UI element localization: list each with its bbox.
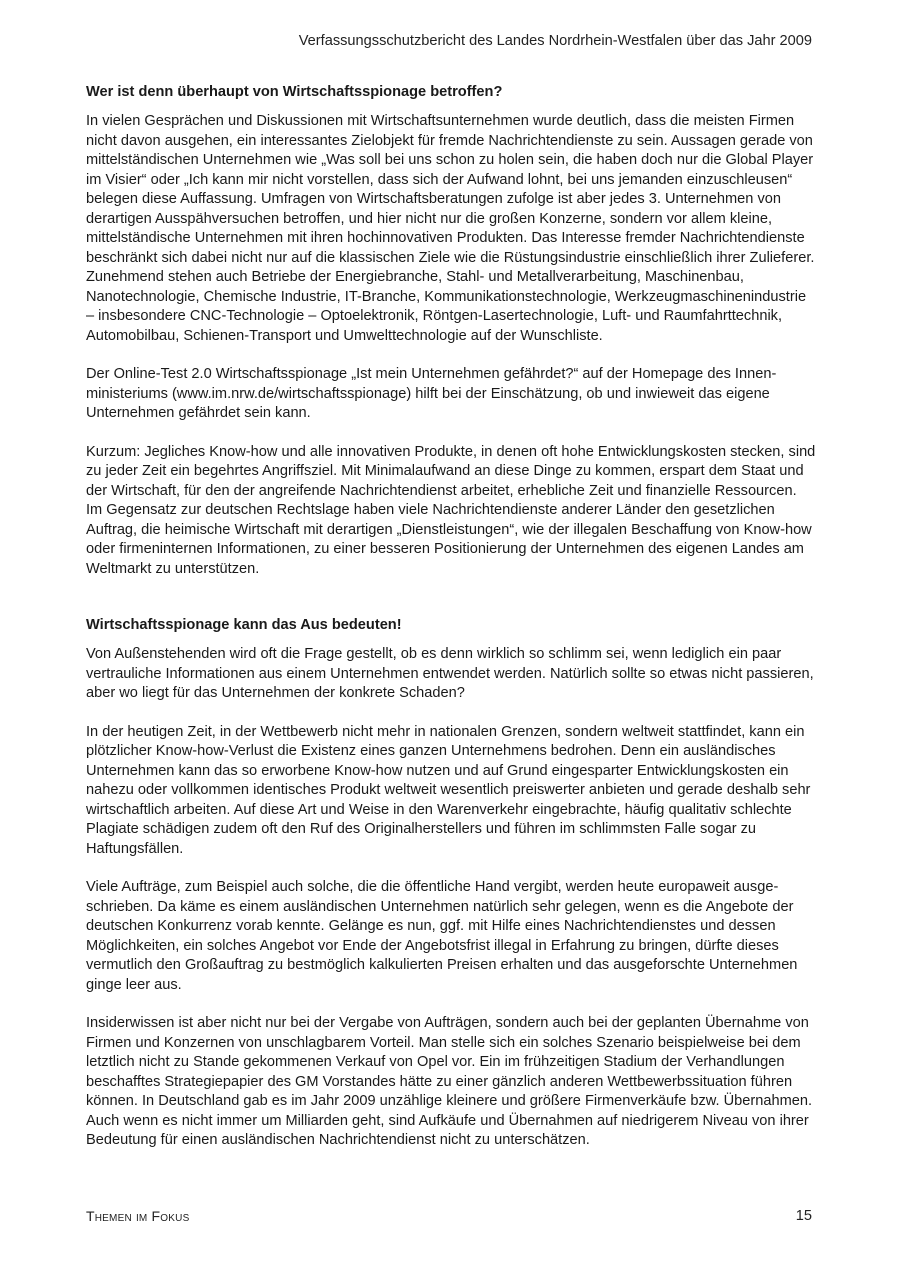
paragraph: Insiderwissen ist aber nicht nur bei der Vergabe von Aufträgen, sondern auch bei der geplanten Übernahme von Firmen und Konzernen von unschlagbarem Vorteil. Man stelle sich ein solches Szenario beispielweise bei dem letztlich nicht zu Stande gekommenen Verkauf von Opel vor. Ein im frühzeitigen Stadium der Verhandlungen beschafftes Strategiepapier des GM Vorstandes hätte zu einer gänzlich anderen Wettbewerbssituation führen können. In Deutschland gab es im Jahr 2009 unzählige kleinere und größere Firmenverkäufe bzw. Übernahmen. Auch wenn es nicht immer um Milliarden geht, sind Aufkäufe und Übernahmen auf niedrigerem Niveau von ihrer Bedeutung für einen ausländischen Nachrichtendienst nicht zu unterschätzen.: [86, 1015, 813, 1148]
page-number: 15: [795, 1208, 812, 1224]
footer-section-label: Themen im Fokus: [86, 1208, 190, 1224]
section-spacer: [86, 598, 816, 615]
paragraph: Von Außenstehenden wird oft die Frage gestellt, ob es denn wirklich so schlimm sei, wenn lediglich ein paar vertrauliche Informationen aus einem Unternehmen entwendet werden. Natürlich sollte so etwas nicht passieren, aber wo liegt für das Unternehmen der konkrete Schaden?: [86, 646, 814, 701]
paragraph: Der Online-Test 2.0 Wirtschaftsspionage „Ist mein Unternehmen gefährdet?“ auf der Homepage des Innenministeriums (www.im.nrw.de/wirtschaftsspionage) hilft bei der Einschätzung, ob und inwieweit das eigene Unternehmen gefährdet sein kann.: [86, 366, 777, 421]
section-heading: Wer ist denn überhaupt von Wirtschaftsspionage betroffen?: [86, 84, 503, 100]
section-heading: Wirtschaftsspionage kann das Aus bedeuten!: [86, 617, 402, 633]
paragraph: Kurzum: Jegliches Know-how und alle innovativen Produkte, in denen oft hohe Entwicklungskosten stecken, sind zu jeder Zeit ein begehrtes Angriffsziel. Mit Minimalaufwand an diese Dinge zu kommen, erspart dem Staat und der Wirtschaft, für den der angreifende Nachrichtendienst arbeitet, erhebliche Zeit und finanzielle Ressourcen. Im Gegensatz zur deutschen Rechtslage haben viele Nachrichtendienste anderer Länder den gesetzlichen Auftrag, die heimische Wirtschaft mit derartigen „Dienstleistungen“, wie der illegalen Beschaffung von Know-how oder firmeninternen Informationen, zu einer besseren Positionierung der Unternehmen des eigenen Landes am Weltmarkt zu unterstützen.: [86, 443, 816, 577]
paragraph: In vielen Gesprächen und Diskussionen mit Wirtschaftsunternehmen wurde deutlich, dass die meisten Firmen nicht davon ausgehen, ein interessantes Zielobjekt für fremde Nachrichtendienste zu sein. Aussagen gerade von mittelständischen Unternehmen wie „Was soll bei uns schon zu holen sein, die haben doch nur die Global Player im Visier“ oder „Ich kann mir nicht vorstellen, dass sich der Aufwand lohnt, bei uns jemanden einzuschleusen“ belegen diese Auffassung. Umfragen von Wirtschaftsberatungen zufolge ist aber jedes 3. Unternehmen von derartigen Ausspähversuchen betroffen, und hier nicht nur die großen Konzerne, sondern vor allem kleine, mittelständische Unternehmen mit ihren hochinnovativen Produkten. Das Interesse fremder Nachrichtendienste beschränkt sich dabei nicht nur auf die klassischen Ziele wie die Rüstungsindustrie einschließlich ihrer Zulieferer. Zunehmend stehen auch Betriebe der Energiebranche, Stahl- und Metallverarbeitung, Maschinenbau, Nanotechnologie, Chemische Industrie, IT-Branche, Kommunikationstechnologie, Werkzeugmaschinenindustrie – insbesondere CNC-Technologie – Optoelektronik, Röntgen-Lasertechnologie, Luft- und Raumfahrttechnik, Automobilbau, Schienen-Transport und Umwelttechnologie auf der Wunschliste.: [86, 113, 815, 344]
paragraph: In der heutigen Zeit, in der Wettbewerb nicht mehr in nationalen Grenzen, sondern weltweit stattfindet, kann ein plötzlicher Know-how-Verlust die Existenz eines ganzen Unternehmens bedrohen. Denn ein ausländisches Unternehmen kann das so erworbene Know-how nutzen und auf Grund eingesparter Entwicklungskosten ein nahezu oder vollkommen identisches Produkt weltweit wesentlich preiswerter anbieten und gerade deshalb sehr wirtschaftlich arbeiten. Auf diese Art und Weise in den Warenverkehr eingebrachte, häufig qualitativ schlechte Plagiate schädigen zudem oft den Ruf des Originalherstellers und führen im schlimmsten Falle sogar zu Haftungsfällen.: [86, 723, 811, 857]
paragraph: Viele Aufträge, zum Beispiel auch solche, die die öffentliche Hand vergibt, werden heute europaweit ausgeschrieben. Da käme es einem ausländischen Unternehmen natürlich sehr gelegen, wenn es die Angebote der deutschen Konkurrenz vorab kennte. Gelänge es nun, ggf. mit Hilfe eines Nachrichtendienstes und dessen Möglichkeiten, ein solches Angebot vor Ende der Angebotsfrist illegal in Erfahrung zu bringen, dürfte dieses vermutlich den Großauftrag zu bestmöglich kalkulierten Preisen erhalten und das ausgeforschte Unternehmen ginge leer aus.: [86, 879, 798, 993]
running-header: Verfassungsschutzbericht des Landes Nordrhein-Westfalen über das Jahr 2009: [298, 33, 812, 49]
document-body: [86, 82, 816, 1170]
